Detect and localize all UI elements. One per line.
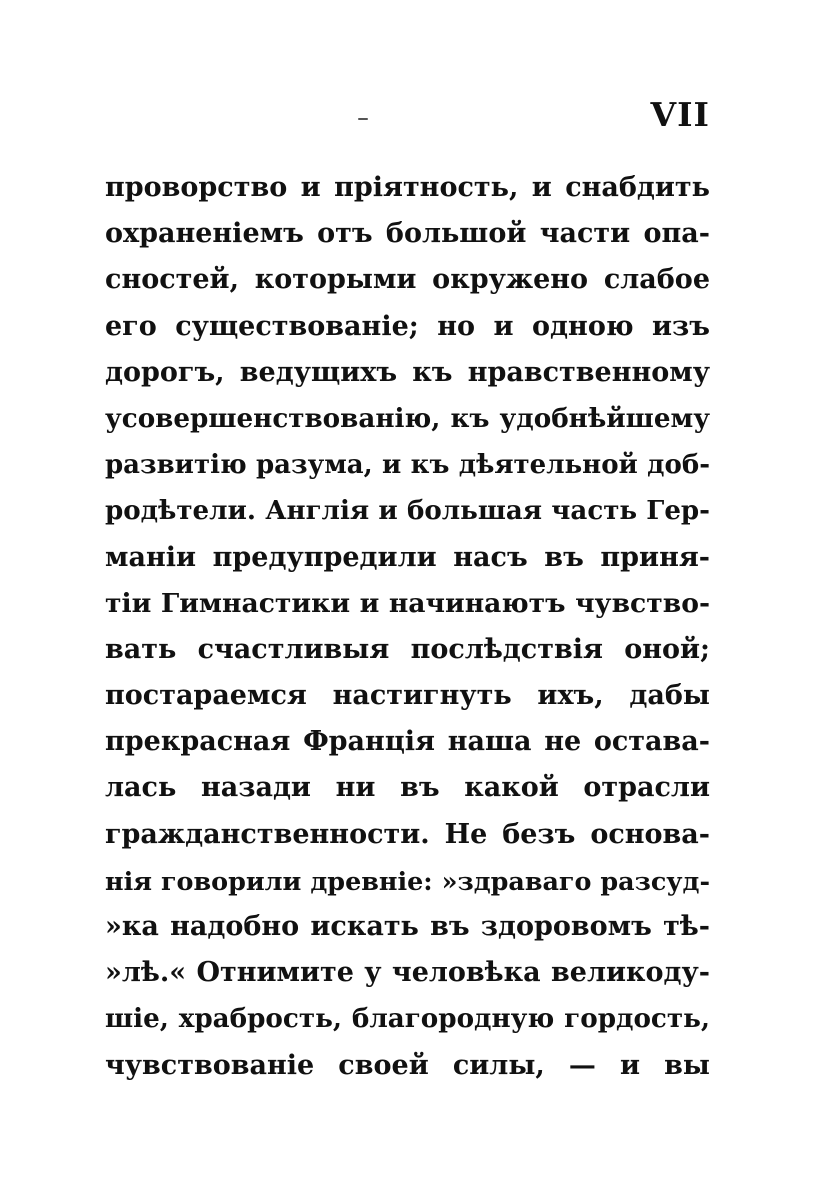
text-line: его существованiе; но и одною изъ [105,310,710,342]
body-text [105,165,710,1089]
text-line: »ка надобно искать въ здоровомъ тѣ- [105,911,710,942]
text-line: развитiю разума, и къ дѣятельной доб- [105,450,710,481]
text-line: родѣтели. Англiя и большая часть Гер- [105,495,710,527]
ink-speck [358,118,368,120]
text-line: прекрасная Францiя наша не остава- [105,726,710,758]
text-line: проворство и прiятность, и снабдить [105,172,710,203]
text-line: манiи предупредили насъ въ приня- [105,541,710,573]
text-line: тiи Гимнастики и начинаютъ чувство- [105,587,710,619]
text-line: чувствованiе своей силы, — и вы [105,1049,710,1081]
text-line: усовершенствованiю, къ удобнѣйшему [105,402,710,434]
text-line: шiе, храбрость, благородную гордость, [105,1003,710,1035]
text-line: дорогъ, ведущихъ къ нравственному [105,356,710,388]
text-line: нiя говорили древнiе: »здраваго разсуд- [105,865,710,896]
text-line: сностей, которыми окружено слабое [105,264,710,296]
text-line: постараемся настигнуть ихъ, дабы [105,680,710,712]
text-line: »лѣ.« Отнимите у человѣка великоду- [105,957,710,989]
page-number: VII [650,95,710,134]
text-line: гражданственности. Не безъ основа- [105,818,710,850]
text-line: вать счастливыя послѣдствiя оной; [105,633,710,665]
text-line: лась назади ни въ какой отрасли [105,772,710,804]
text-line: охраненiемъ отъ большой части опа- [105,218,710,250]
